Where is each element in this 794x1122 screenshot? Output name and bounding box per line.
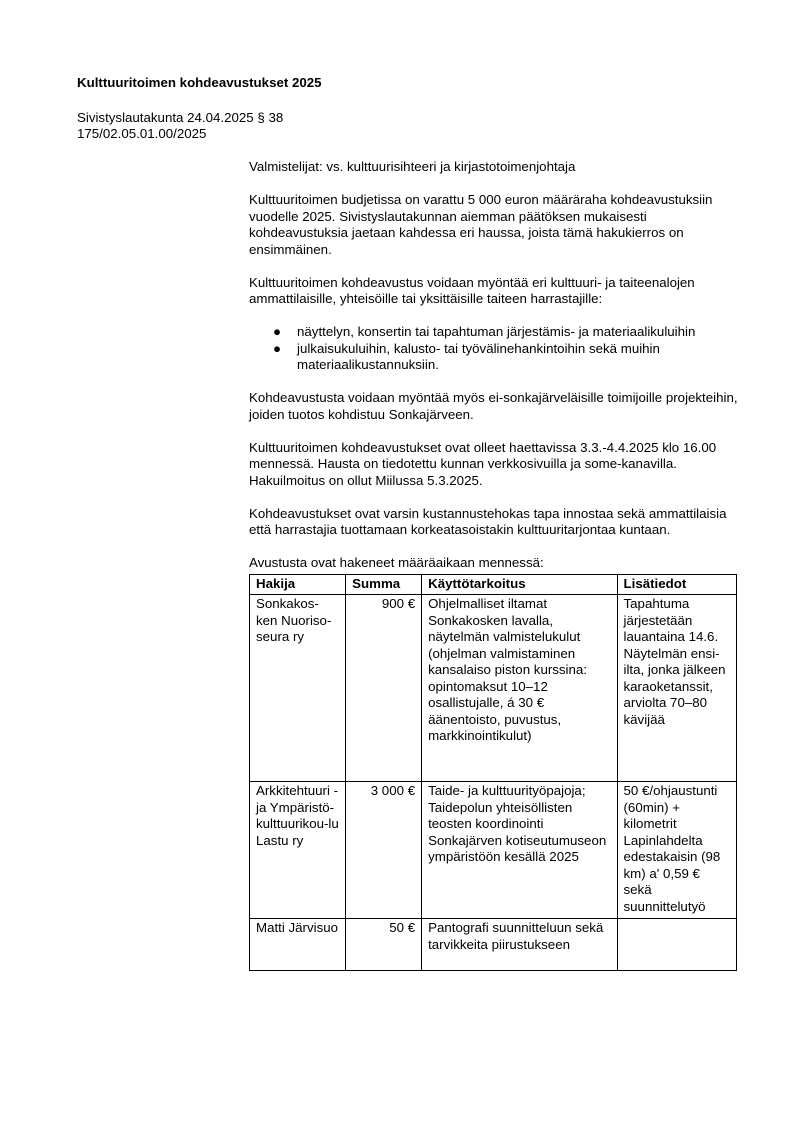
applicants-table — [249, 574, 737, 972]
case-number: 175/02.05.01.00/2025 — [77, 126, 207, 141]
list-item — [249, 324, 739, 341]
applicants-intro: Avustusta ovat hakeneet määräaikaan mennessä: — [249, 555, 544, 570]
header-info: Lisätiedot — [617, 574, 737, 595]
info-cell: 50 €/ohjaustunti (60min) + kilometrit Lapinlahdelta edestakaisin (98 km) a' 0,59 € sekä suunnittelutyö — [617, 782, 737, 919]
table-header-row — [250, 574, 737, 595]
eligible-costs-list — [249, 324, 739, 374]
applicant-cell: Sonkakos-ken Nuoriso-seura ry — [250, 595, 346, 782]
preparers-paragraph: Valmistelijat: vs. kulttuurisihteeri ja kirjastotoimenjohtaja — [249, 159, 576, 174]
list-item — [249, 341, 739, 374]
applicant-cell: Matti Järvisuo — [250, 919, 346, 971]
list-item-text: julkaisukuluihin, kalusto- tai työvälinehankintoihin sekä muihin materiaalikustannuksiin. — [297, 340, 660, 372]
application-period-paragraph: Kulttuuritoimen kohdeavustukset ovat olleet haettavissa 3.3.-4.4.2025 klo 16.00 mennessä. Hausta on tiedotettu kunnan verkkosivuilla ja some-kanavilla. Hakuilmoitus on ollut Miilussa 5.3.2025. — [249, 439, 717, 488]
applicant-cell: Arkkitehtuuri - ja Ympäristö-kulttuurikou-lu Lastu ry — [250, 782, 346, 919]
table-row — [250, 919, 737, 971]
meeting-meta — [77, 110, 283, 142]
header-amount: Summa — [346, 574, 422, 595]
purpose-cell: Pantografi suunnitteluun sekä tarvikkeita piirustukseen — [422, 919, 617, 971]
eligibility-paragraph: Kulttuuritoimen kohdeavustus voidaan myöntää eri kulttuuri- ja taiteenalojen ammattilaisille, yhteisöille tai yksittäisille taiteen harrastajille: — [249, 274, 695, 306]
purpose-cell: Ohjelmalliset iltamat Sonkakosken lavalla, näytelmän valmistelukulut (ohjelman valmistaminen kansalaiso piston kurssina: opintomaksut 10–12 osallistujalle, á 30 € äänentoisto, puvustus, markkinointikulut) — [422, 595, 617, 782]
info-cell: Tapahtuma järjestetään lauantaina 14.6. Näytelmän ensi-ilta, jonka jälkeen karaoketanssit, arviolta 70–80 kävijää — [617, 595, 737, 782]
main-content — [249, 159, 739, 971]
bullet-icon: ● — [273, 324, 282, 339]
cost-effectiveness-paragraph: Kohdeavustukset ovat varsin kustannustehokas tapa innostaa sekä ammattilaisia että harrastajia tuottamaan korkeatasoistakin kulttuuritarjontaa kuntaan. — [249, 505, 727, 537]
info-cell — [617, 919, 737, 971]
table-row — [250, 595, 737, 782]
meeting-reference: Sivistyslautakunta 24.04.2025 § 38 — [77, 110, 284, 125]
document-title: Kulttuuritoimen kohdeavustukset 2025 — [77, 75, 322, 90]
amount-cell: 900 € — [346, 595, 422, 782]
purpose-cell: Taide- ja kulttuurityöpajoja; Taidepolun yhteisöllisten teosten koordinointi Sonkajärven kotiseutumuseon ympäristöön kesällä 2025 — [422, 782, 617, 919]
amount-cell: 50 € — [346, 919, 422, 971]
nonlocal-paragraph: Kohdeavustusta voidaan myöntää myös ei-sonkajärveläisille toimijoille projekteihin, joiden tuotos kohdistuu Sonkajärveen. — [249, 390, 738, 422]
table-row — [250, 782, 737, 919]
amount-cell: 3 000 € — [346, 782, 422, 919]
list-item-text: näyttelyn, konsertin tai tapahtuman järjestämis- ja materiaalikuluihin — [297, 324, 696, 339]
bullet-icon: ● — [273, 340, 282, 356]
header-applicant: Hakija — [250, 574, 346, 595]
budget-paragraph: Kulttuuritoimen budjetissa on varattu 5 000 euron määräraha kohdeavustuksiin vuodelle 2025. Sivistyslautakunnan aiemman päätöksen mukaisesti kohdeavustuksia jaetaan kahdessa eri haussa, joista tämä hakukierros on ensimmäinen. — [249, 192, 713, 257]
header-purpose: Käyttötarkoitus — [422, 574, 617, 595]
